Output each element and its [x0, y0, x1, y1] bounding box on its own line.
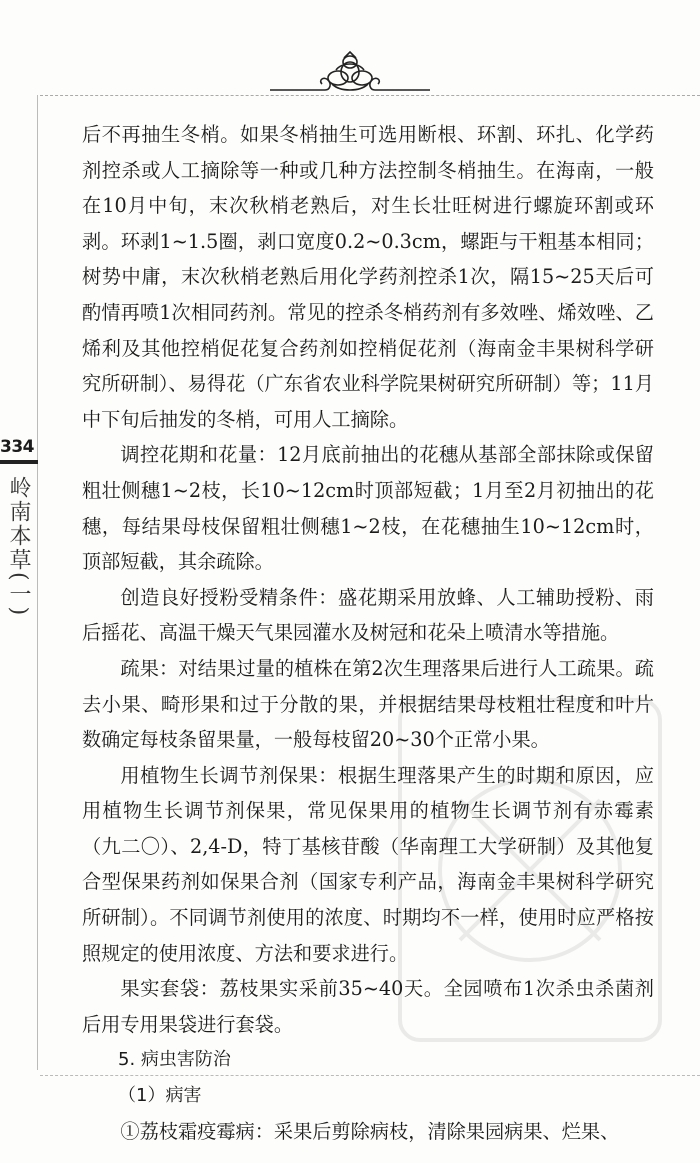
- paragraph: 创造良好授粉受精条件：盛花期采用放蜂、人工辅助授粉、雨后摇花、高温干燥天气果园灌水及树冠和花朵上喷清水等措施。: [82, 585, 654, 645]
- main-text: [82, 117, 654, 1149]
- paragraph: 疏果：对结果过量的植株在第2次生理落果后进行人工疏果。疏去小果、畸形果和过于分散的果，并根据结果母枝粗壮程度和叶片数确定每枝条留果量，一般每枝留20~30个正常小果。: [82, 656, 654, 752]
- header-rule: [40, 95, 700, 96]
- page-number-bar: [0, 460, 38, 464]
- subsection-heading: （1）病害: [118, 1085, 202, 1107]
- paragraph: 用植物生长调节剂保果：根据生理落果产生的时期和原因，应用植物生长调节剂保果，常见保果用的植物生长调节剂有赤霉素（九二〇）、2,4-D，特丁基核苷酸（华南理工大学研制）及其他复合型保果药剂如保果合剂（国家专利产品，海南金丰果树科学研究所研制）。不同调节剂使用的浓度、时期均不一样，使用时应严格按照规定的使用浓度、方法和要求进行。: [82, 763, 654, 965]
- running-book-title: 岭南本草(一): [6, 476, 31, 618]
- paragraph: 后不再抽生冬梢。如果冬梢抽生可选用断根、环割、环扎、化学药剂控杀或人工摘除等一种或几种方法控制冬梢抽生。在海南，一般在10月中旬，末次秋梢老熟后，对生长壮旺树进行螺旋环割或环剥。环剥1~1.5圈，剥口宽度0.2~0.3cm，螺距与干粗基本相同；树势中庸，末次秋梢老熟后用化学药剂控杀1次，隔15~25天后可酌情再喷1次相同药剂。常见的控杀冬梢药剂有多效唑、烯效唑、乙烯利及其他控梢促花复合药剂如控梢促花剂（海南金丰果树科学研究所研制）、易得花（广东省农业科学院果树研究所研制）等；11月中下旬后抽发的冬梢，可用人工摘除。: [82, 123, 654, 431]
- paragraph: 调控花期和花量：12月底前抽出的花穗从基部全部抹除或保留粗壮侧穗1~2枝，长10~12cm时顶部短截；1月至2月初抽出的花穗，每结果母枝保留粗壮侧穗1~2枝，在花穗抽生10~12cm时，顶部短截，其余疏除。: [82, 443, 654, 574]
- section-heading: 5. 病虫害防治: [118, 1049, 231, 1071]
- page-number: 334: [0, 437, 34, 457]
- margin-line: [37, 95, 38, 1070]
- paragraph: ①荔枝霜疫霉病：采果后剪除病枝，清除果园病果、烂果、: [120, 1119, 620, 1143]
- header-ornament: [270, 50, 430, 92]
- footer-rule: [40, 1075, 700, 1076]
- paragraph: 果实套袋：荔枝果实采前35~40天。全园喷布1次杀虫杀菌剂后用专用果袋进行套袋。: [82, 977, 654, 1036]
